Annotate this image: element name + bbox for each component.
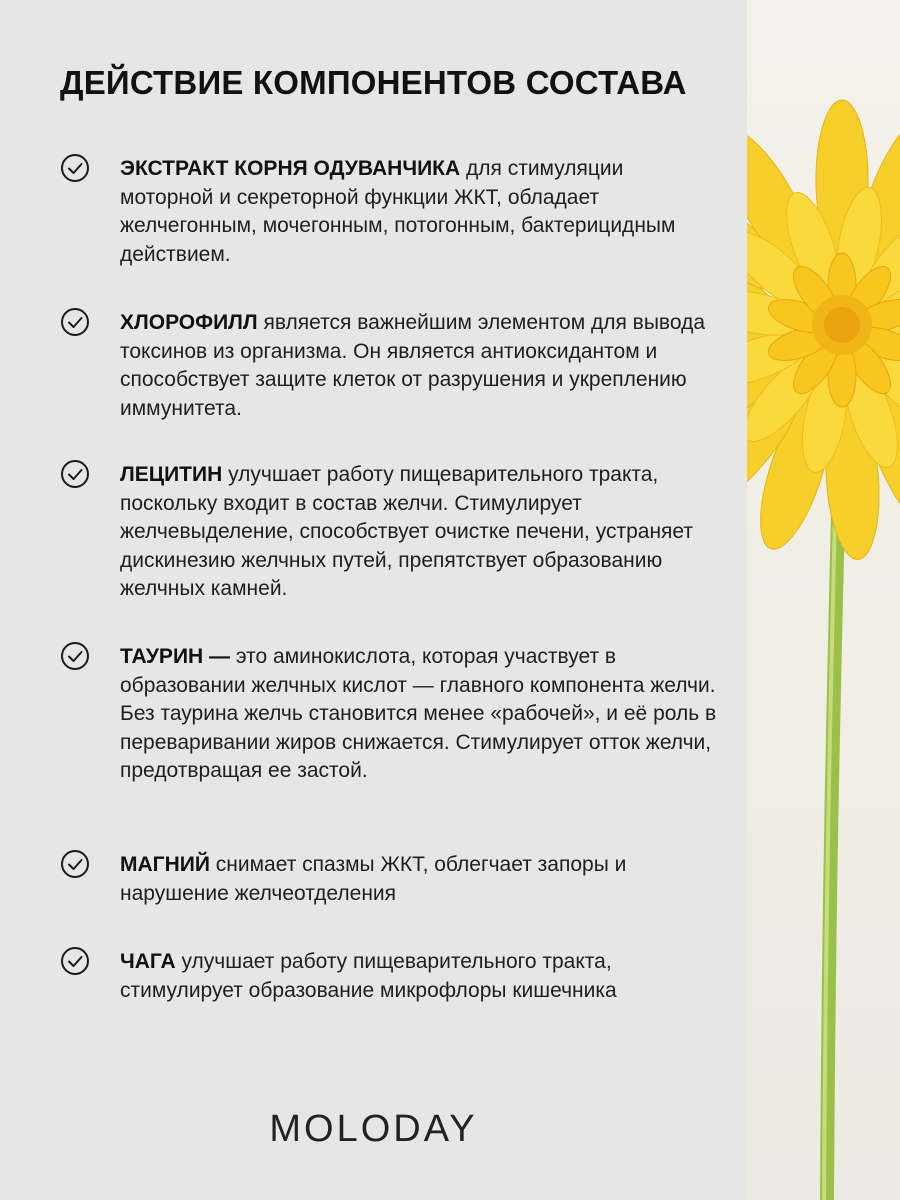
- dandelion-photo: [747, 0, 900, 1200]
- check-circle-icon: [60, 459, 90, 489]
- item-text: [120, 851, 720, 908]
- item-description: улучшает работу пищеварительного тракта, стимулирует образование микрофлоры кишечника: [120, 950, 617, 1002]
- check-circle-icon: [60, 849, 90, 879]
- item-name: ТАУРИН —: [120, 645, 231, 668]
- item-name: ЧАГА: [120, 950, 176, 973]
- page-title: ДЕЙСТВИЕ КОМПОНЕНТОВ СОСТАВА: [60, 64, 687, 101]
- check-circle-icon: [60, 641, 90, 671]
- item-description: является важнейшим элементом для вывода токсинов из организма. Он является антиоксидантом и способствует защите клеток от разрушения и укреплению иммунитета.: [120, 311, 705, 420]
- item-name: ХЛОРОФИЛЛ: [120, 311, 258, 334]
- check-circle-icon: [60, 946, 90, 976]
- item-text: [120, 948, 720, 1005]
- item-description: это аминокислота, которая участвует в образовании желчных кислот — главного компонента желчи. Без таурина желчь становится менее «рабочей», и её роль в переваривании жиров снижается. Стимулирует отток желчи, предотвращая ее застой.: [120, 645, 717, 782]
- item-name: ЭКСТРАКТ КОРНЯ ОДУВАНЧИКА: [120, 157, 461, 180]
- flower-illustration: [747, 0, 900, 1200]
- item-description: для стимуляции моторной и секреторной функции ЖКТ, обладает желчегонным, мочегонным, потогонным, бактерицидным действием.: [120, 157, 676, 266]
- item-description: улучшает работу пищеварительного тракта, поскольку входит в состав желчи. Стимулирует желчевыделение, способствует очистке печени, устраняет дискинезию желчных путей, препятствует образованию желчных камней.: [120, 463, 694, 600]
- item-text: [120, 461, 720, 604]
- item-name: МАГНИЙ: [120, 853, 210, 876]
- check-circle-icon: [60, 307, 90, 337]
- item-text: [120, 155, 720, 269]
- item-text: [120, 309, 720, 423]
- brand-logo: MOLODAY: [269, 1108, 478, 1150]
- check-circle-icon: [60, 153, 90, 183]
- item-name: ЛЕЦИТИН: [120, 463, 223, 486]
- item-description: снимает спазмы ЖКТ, облегчает запоры и нарушение желчеотделения: [120, 853, 627, 905]
- item-text: [120, 643, 720, 786]
